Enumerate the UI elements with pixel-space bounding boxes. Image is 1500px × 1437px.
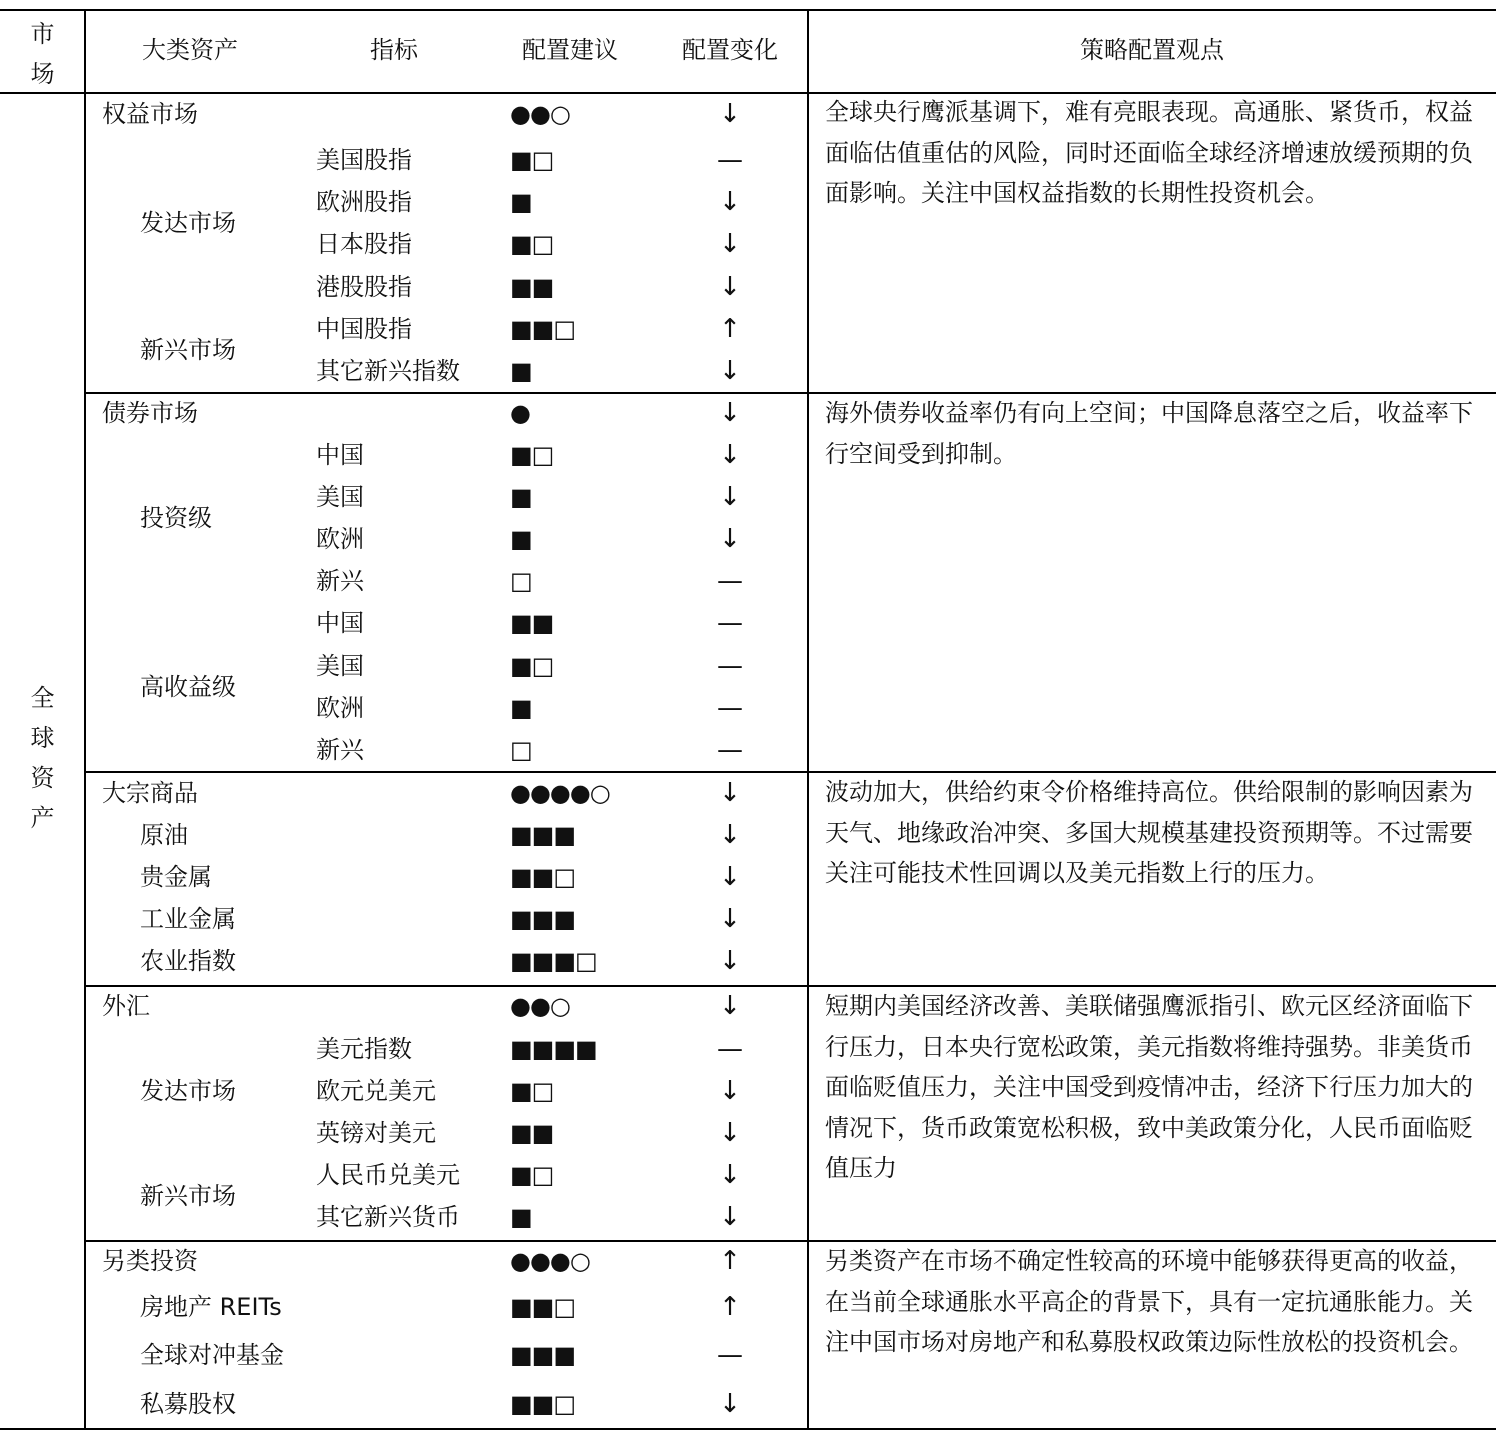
item-change: ↓ bbox=[719, 904, 741, 934]
indicator-change: ↓ bbox=[719, 272, 741, 302]
header-asset-class: 大类资产 bbox=[142, 36, 238, 64]
group-name: 发达市场 bbox=[140, 1077, 236, 1105]
section-fx-name: 外汇 bbox=[102, 992, 150, 1020]
indicator-rating: ■□ bbox=[510, 146, 554, 174]
section-commodity-change: ↓ bbox=[719, 778, 741, 808]
section-commodity-view: 波动加大，供给约束令价格维持高位。供给限制的影响因素为天气、地缘政治冲突、多国大规模基建投资预期等。不过需要关注可能技术性回调以及美元指数上行的压力。 bbox=[825, 778, 1473, 887]
item-rating: ■■□ bbox=[510, 863, 576, 891]
indicator-label: 美国股指 bbox=[316, 146, 412, 174]
indicator-label: 美国 bbox=[316, 483, 364, 511]
indicator-change: ↓ bbox=[719, 524, 741, 554]
indicator-label: 新兴 bbox=[316, 567, 364, 595]
item-change: ↓ bbox=[719, 862, 741, 892]
indicator-label: 其它新兴货币 bbox=[316, 1203, 460, 1231]
indicator-rating: ■ bbox=[510, 188, 532, 216]
indicator-change: ↓ bbox=[719, 356, 741, 386]
item-change: ↓ bbox=[719, 946, 741, 976]
item-name: 工业金属 bbox=[140, 905, 236, 933]
indicator-change: — bbox=[717, 566, 743, 596]
item-rating: ■■□ bbox=[510, 1390, 576, 1418]
indicator-label: 新兴 bbox=[316, 736, 364, 764]
section-alternative-rating: ●●●○ bbox=[510, 1247, 590, 1275]
indicator-rating: ■■ bbox=[510, 1119, 554, 1147]
item-name: 房地产 REITs bbox=[140, 1293, 282, 1321]
table-bottom-rule bbox=[0, 1428, 1496, 1430]
section-commodity-name: 大宗商品 bbox=[102, 779, 198, 807]
indicator-change: ↓ bbox=[719, 187, 741, 217]
indicator-rating: ■■□ bbox=[510, 315, 576, 343]
section-equity-change: ↓ bbox=[719, 99, 741, 129]
table-top-rule bbox=[0, 9, 1496, 11]
header-market: 市场 bbox=[30, 20, 55, 88]
indicator-label: 中国 bbox=[316, 609, 364, 637]
section-bond-change: ↓ bbox=[719, 398, 741, 428]
indicator-rating: ■□ bbox=[510, 1077, 554, 1105]
indicator-rating: □ bbox=[510, 567, 532, 595]
section-alternative-name: 另类投资 bbox=[102, 1247, 198, 1275]
indicator-rating: ■□ bbox=[510, 230, 554, 258]
indicator-label: 欧洲 bbox=[316, 694, 364, 722]
market-label: 全球资产 bbox=[30, 684, 55, 832]
section-commodity-rating: ●●●●○ bbox=[510, 779, 610, 807]
indicator-rating: ■□ bbox=[510, 441, 554, 469]
item-name: 全球对冲基金 bbox=[140, 1341, 284, 1369]
indicator-change: ↓ bbox=[719, 1118, 741, 1148]
group-name: 发达市场 bbox=[140, 209, 236, 237]
indicator-change: ↓ bbox=[719, 1202, 741, 1232]
section-fx-view: 短期内美国经济改善、美联储强鹰派指引、欧元区经济面临下行压力，日本央行宽松政策，美元指数将维持强势。非美货币面临贬值压力，关注中国受到疫情冲击，经济下行压力加大的情况下，货币政策宽松积极，致中美政策分化，人民币面临贬值压力 bbox=[825, 992, 1473, 1182]
indicator-change: — bbox=[717, 145, 743, 175]
item-rating: ■■■ bbox=[510, 905, 576, 933]
indicator-rating: ■ bbox=[510, 525, 532, 553]
indicator-label: 中国 bbox=[316, 441, 364, 469]
group-name: 新兴市场 bbox=[140, 336, 236, 364]
item-rating: ■■■ bbox=[510, 821, 576, 849]
indicator-rating: ■■■■ bbox=[510, 1035, 597, 1063]
item-change: ↓ bbox=[719, 1389, 741, 1419]
item-change: ↓ bbox=[719, 820, 741, 850]
section-bond-rating: ● bbox=[510, 399, 530, 427]
header-indicator: 指标 bbox=[370, 36, 418, 64]
indicator-change: — bbox=[717, 1034, 743, 1064]
view-column-divider bbox=[807, 9, 809, 1430]
header-strategy-view: 策略配置观点 bbox=[1080, 36, 1224, 64]
indicator-rating: ■□ bbox=[510, 652, 554, 680]
item-name: 农业指数 bbox=[140, 947, 236, 975]
indicator-rating: ■ bbox=[510, 357, 532, 385]
indicator-label: 其它新兴指数 bbox=[316, 357, 460, 385]
indicator-change: — bbox=[717, 651, 743, 681]
section-bond-name: 债券市场 bbox=[102, 399, 198, 427]
section-equity-name: 权益市场 bbox=[102, 100, 198, 128]
indicator-rating: ■ bbox=[510, 1203, 532, 1231]
group-name: 新兴市场 bbox=[140, 1182, 236, 1210]
item-rating: ■■■ bbox=[510, 1341, 576, 1369]
section-bond-view: 海外债券收益率仍有向上空间；中国降息落空之后，收益率下行空间受到抑制。 bbox=[825, 399, 1473, 468]
indicator-label: 英镑对美元 bbox=[316, 1119, 436, 1147]
indicator-label: 欧元兑美元 bbox=[316, 1077, 436, 1105]
indicator-label: 美元指数 bbox=[316, 1035, 412, 1063]
section-equity-rating: ●●○ bbox=[510, 100, 570, 128]
section-fx-rating: ●●○ bbox=[510, 992, 570, 1020]
indicator-label: 欧洲股指 bbox=[316, 188, 412, 216]
indicator-label: 人民币兑美元 bbox=[316, 1161, 460, 1189]
group-name: 投资级 bbox=[140, 504, 212, 532]
section-fx-change: ↓ bbox=[719, 991, 741, 1021]
indicator-rating: ■ bbox=[510, 694, 532, 722]
indicator-rating: ■ bbox=[510, 483, 532, 511]
item-rating: ■■■□ bbox=[510, 947, 597, 975]
indicator-change: — bbox=[717, 693, 743, 723]
indicator-change: ↑ bbox=[719, 314, 741, 344]
header-allocation-change: 配置变化 bbox=[682, 36, 778, 64]
group-name: 高收益级 bbox=[140, 673, 236, 701]
item-rating: ■■□ bbox=[510, 1293, 576, 1321]
indicator-label: 美国 bbox=[316, 652, 364, 680]
indicator-change: — bbox=[717, 608, 743, 638]
item-name: 贵金属 bbox=[140, 863, 212, 891]
item-change: ↑ bbox=[719, 1292, 741, 1322]
indicator-label: 欧洲 bbox=[316, 525, 364, 553]
item-name: 私募股权 bbox=[140, 1390, 236, 1418]
section-alternative-change: ↑ bbox=[719, 1246, 741, 1276]
indicator-change: ↓ bbox=[719, 440, 741, 470]
indicator-change: — bbox=[717, 735, 743, 765]
section-alternative-view: 另类资产在市场不确定性较高的环境中能够获得更高的收益，在当前全球通胀水平高企的背景下，具有一定抗通胀能力。关注中国市场对房地产和私募股权政策边际性放松的投资机会。 bbox=[825, 1247, 1473, 1356]
indicator-label: 日本股指 bbox=[316, 230, 412, 258]
item-change: — bbox=[717, 1340, 743, 1370]
indicator-change: ↓ bbox=[719, 229, 741, 259]
indicator-rating: ■■ bbox=[510, 273, 554, 301]
section-equity-view: 全球央行鹰派基调下，难有亮眼表现。高通胀、紧货币，权益面临估值重估的风险，同时还面临全球经济增速放缓预期的负面影响。关注中国权益指数的长期性投资机会。 bbox=[825, 98, 1473, 207]
indicator-rating: ■■ bbox=[510, 609, 554, 637]
indicator-change: ↓ bbox=[719, 482, 741, 512]
item-name: 原油 bbox=[140, 821, 188, 849]
header-allocation-advice: 配置建议 bbox=[522, 36, 618, 64]
indicator-rating: □ bbox=[510, 736, 532, 764]
indicator-change: ↓ bbox=[719, 1160, 741, 1190]
indicator-label: 港股股指 bbox=[316, 273, 412, 301]
indicator-rating: ■□ bbox=[510, 1161, 554, 1189]
indicator-change: ↓ bbox=[719, 1076, 741, 1106]
indicator-label: 中国股指 bbox=[316, 315, 412, 343]
